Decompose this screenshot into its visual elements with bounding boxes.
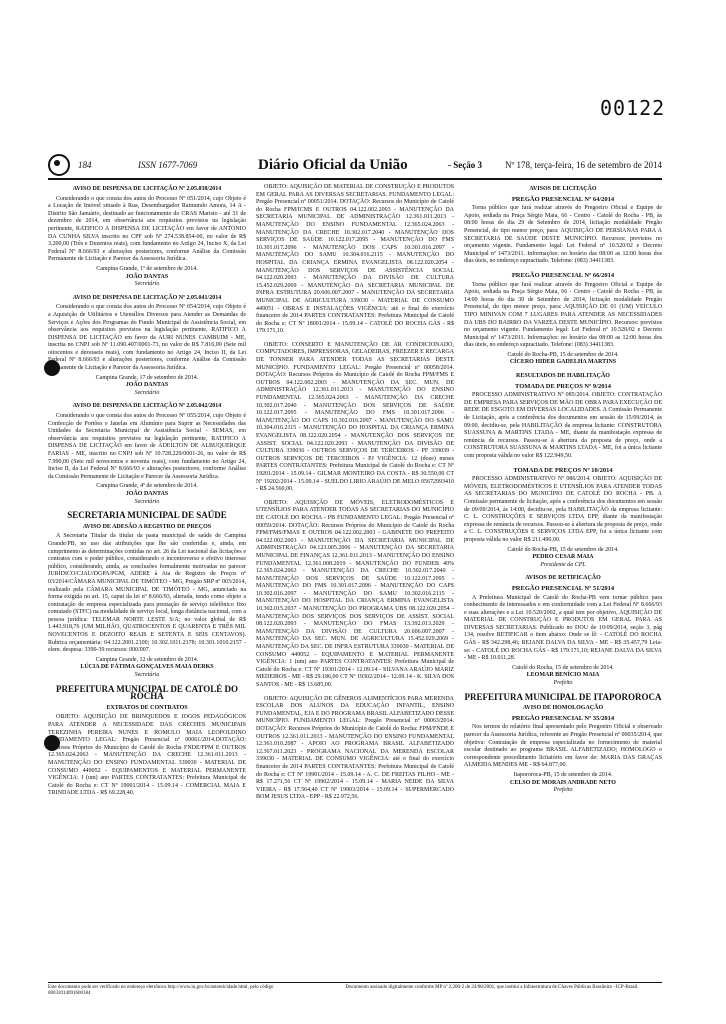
gazette-title: Diário Oficial da União	[258, 156, 408, 173]
signatory-name: LÚCIA DE FÁTIMA GONÇALVES MAIA DERKS	[80, 664, 214, 671]
column-2	[256, 184, 454, 808]
notice-title: AVISO DE DISPENSA DE LICITAÇÃO Nº 2.05.041/2014	[72, 294, 222, 301]
notice	[256, 696, 454, 802]
notice-body: Considerando o que consta dos autos do Processo Nº 051/2014, cujo Objeto é a Locação de Imóvel situado à Rua, Desembargador Raimundo Amora, 14 A - Distrito São Januário, destinado ao funcionamento do CRAS Maristo - até 31 de dezembro de 2014, em observância aos requisitos previstos na legislação pertinente, RATIFICO A DISPENSA DE LICITAÇÃO em favor de ANTONIO DA CUNHA SILVA inscrito no CPF sob Nº 274.538.854-00, no valor de R$ 3.200,00 (Três e Duzentos reais), com fundamento no Artigo 24, Inciso X, da Lei Federal Nº 8.666/93 e alterações posteriores, conforme Análise da Comissão Permanente de Licitação e Parecer da Assessoria Jurídica.	[48, 195, 246, 263]
signatory-name: JOÃO DANTAS	[125, 382, 169, 389]
notice-body: Considerando o que consta dos autos do Processo Nº 054/2014, cujo Objeto é a Aquisição de Utilitários e Utensílios Diversos para Atender as Demandas de Serviços e Ações dos Programas do Fundo Municipal de Assistência Social, em observância aos requisitos previstos na legislação pertinente, RATIFICO A DISPENSA DE LICITAÇÃO em favor da AURI NUNES CAMBUIM - ME, inscrita no CNPJ sob Nº 11.090.407/0001-73, no valor de R$ 7.816,00 (Sete mil oitocentos e dezesseis reais), com fundamento no Artigo 24, Inciso II, da Lei Federal Nº 8.666/93 e alterações posteriores, conforme Análise da Comissão Permanente de Licitação e Parecer da Assessoria Jurídica.	[48, 304, 246, 372]
signatory-name: PEDRO CESAR MAIA	[532, 554, 594, 561]
notice	[256, 184, 454, 336]
notice-title: EXTRATOS DE CONTRATOS	[106, 704, 188, 711]
agency-heading: PREFEITURA MUNICIPAL DE ITAPOROROCA	[464, 691, 662, 702]
notice-subtitle: PREGÃO PRESENCIAL Nº 64/2014	[511, 195, 615, 203]
section-label: - Seção 3	[448, 160, 482, 170]
notice-body: OBJETO: AQUISIÇÃO DE GÊNEROS ALIMENTÍCIOS PARA MERENDA ESCOLAR DOS ALUNOS DA EDUCAÇÃO INFANTIL, ENSINO FUNDAMENTAL, EJA E DO PROGRAMA BRASIL ALFABETIZADO DESSE MUNICÍPIO. FUNDAMENTO LEGAL: Pregão Presencial nº 00063/2014. DOTAÇÃO: Recursos Próprios do Município de Catolé do Rocha: FPM/FNDE E OUTROS 12.361.011.2013 - MANUTENÇÃO DO ENSINO FUNDAMENTAL 12.361.010.2087 - APOIO AO PROGRAMA BRASIL ALFABETIZADO 12.367.011.2023 - PROGRAMA NACIONAL DA MERENDA ESCOLAR 339030 - MATERIAL DE CONSUMO VIGÊNCIA: até o final do exercício financeiro de 2014 PARTES CONTRATANTES: Prefeitura Municipal de Catolé do Rocha e: CT Nº 19901/2014 - 15.09.14 - A. C. DE FREITAS FILHO - ME - R$ 17.271,56 CT Nº 19902/2014 - 15.09.14 - MARIA NEIDE DA SILVA VIEIRA - R$ 17.564,40 CT Nº 19903/2014 - 15.09.14 - SUPERMERCADO BOM JESUS LTDA - EPP - R$ 22.972,56.	[256, 695, 454, 801]
column-1	[48, 184, 246, 808]
notice	[464, 467, 662, 570]
notice-body: A Prefeitura Municipal de Catolé do Rocha-PB vem tornar público para conhecimento de interessados e em conformidade com a Lei Federal Nº 8.666/93 e suas alterações e a Lei 10.520/2002, a qual tem por objetivo, AQUISIÇÃO DE MATERIAL DE CONSTRUÇÃO E PRODUTOS EM GERAL PARA AS DIVERSAS SECRETARIAS. Publicado no DOU de 10/09/2014, seção 3, pág 134, resolve RETIFICAR o item abaixo: Onde se lê: - CATOLÉ DO ROCHA GÁS - R$ 342.298,46; REJANE DALVA DA SILVA - ME - R$ 35.457,79 Leia-se: - CATOLÉ DO ROCHA GÁS - R$ 179.171,10; REJANE DALVA DA SILVA - ME - R$ 10.011,28.	[464, 594, 662, 662]
notice-subtitle: PREGÃO PRESENCIAL Nº 35/2014	[511, 714, 615, 722]
notice	[48, 403, 246, 506]
notice-place-date: Catolé do Rocha-PB, 15 de setembro de 2014.	[507, 546, 619, 553]
notice-subtitle: PREGÃO PRESENCIAL Nº 51/2014	[511, 584, 615, 592]
notice-place-date: Campina Grande, 4º de setembro de 2014.	[96, 483, 198, 490]
notice	[48, 512, 246, 679]
notice-subtitle: PREGÃO PRESENCIAL Nº 66/2014	[511, 271, 615, 279]
columns-container	[48, 184, 662, 808]
notice-title: RESULTADOS DE HABILITAÇÃO	[516, 373, 610, 380]
notice-body: OBJETO: AQUISIÇÃO DE BRINQUEDOS E JOGOS PEDAGÓGICOS PARA ATENDER A NECESSIDADE DAS CRECHES MUNICIPAIS TEREZINHA PEREIRA NUNES E ROMULO MAIA LEOPOLDINO FUNDAMENTO LEGAL: Pregão Presencial nº 00061/2014.DOTAÇÃO: Recursos Próprios do Município de Catolé do Rocha FNDE/FPM E OUTROS 12.365.024.2063 - MANUTENÇÃO DA CRECHE 12.361.011.2013 - MANUTENÇÃO DO ENSINO FUNDAMENTAL 339030 - MATERIAL DE CONSUMO 449052 - EQUIPAMENTOS E MATERIAL PERMANENTE VIGÊNCIA: I (um) ano PARTES CONTRATANTES: Prefeitura Municipal de Catolé do Rocha e: CT Nº 19001/2014 - 15.09.14 - COMERCIAL MAIA E TRINDADE LTDA - R$ 69.228,40.	[48, 714, 246, 797]
notice-subtitle: TOMADA DE PREÇOS Nº 9/2014	[515, 382, 611, 390]
notice-place-date: Campina Grande, 1º de setembro de 2014.	[96, 265, 198, 272]
notice-title: AVISO DE DISPENSA DE LICITAÇÃO Nº 2.05.042/2014	[72, 403, 222, 410]
signatory-name: CÍCERO HIDER GADELHA MARTINS	[509, 359, 617, 366]
issue-number-date: Nº 178, terça-feira, 16 de setembro de 2014	[505, 160, 662, 170]
issn: ISSN 1677-7069	[138, 160, 198, 170]
notice	[464, 691, 662, 795]
notice	[464, 575, 662, 687]
verification-note: Este documento pode ser verificado no endereço eletrônico http://www.in.gov.br/autenticidade.html, pelo código 00032014091600184	[48, 985, 274, 996]
notice-body: OBJETO: AQUISIÇÃO DE MATERIAL DE CONSTRUÇÃO E PRODUTOS EM GERAL PARA AS DIVERSAS SECRETARIAS. FUNDAMENTO LEGAL: Pregão Presencial nº 00051/2014. DOTAÇÃO: Recursos do Município de Catolé do Rocha FPM/ICMS E OUTROS 04.122.002.2003 - MANUTENÇÃO DA SECRETARIA MUNICIPAL DE ADMINISTRAÇÃO 12.361.011.2013 - MANUTENÇÃO DO ENSINO FUNDAMENTAL 12.365.024.2063 - MANUTENÇÃO DA CRECHE 10.302.017.2040 - MANUTENÇÃO DOS SERVIÇOS DE SAÚDE 10.122.017.2095 - MANUTENÇÃO DO FMS 10.301.017.2096 - MANUTENÇÃO DOS CAPS 10.301.016.2097 - MANUTENÇÃO DO SAMU 10.304.016.2115 - MANUTENÇÃO DO HOSPITAL DA CRIANÇA ERMINA EVANGELISTA 08.122.020.2054 - MANUTENÇÃO DOS SERVIÇOS DE ASSISTÊNCIA SOCIAL 04.122.020.2093 - MANUTENÇÃO DA DIVISÃO DE CULTURA 15.452.029.2069 - MANUTENÇÃO DA SECRETARIA MUNICIPAL DE INFRA ESTRUTURA 20.606.007.2007 - MANUTENÇÃO DA SECRETARIA MUNICIPAL DE AGRICULTURA 339030 - MATERIAL DE CONSUMO 449051 - OBRAS E INSTALAÇÕES VIGÊNCIA: até o final do exercício financeiro de 2014 PARTES CONTRATANTES: Prefeitura Municipal de Catolé do Rocha e: CT Nº 18001/2014 - 15.09.14 - CATOLÉ DO ROCHA GÁS - R$ 179.171,10.	[256, 184, 454, 335]
notice-body: OBJETO: AQUISIÇÃO DE MÓVEIS, ELETRODOMÉSTICOS E UTENSÍLIOS PARA ATENDER TODAS AS SECRETARIAS DO MUNICÍPIO DE CATOLÉ DO ROCHA - PB FUNDAMENTO LEGAL: Pregão Presencial nº 00059/2014. DOTAÇÃO: Recursos Próprios do Município de Catolé do Rocha FPM/FMS/FMAS E OUTROS 04.122.002.2003 - GABINETE DO PREFEITO 04.122.002.2003 - MANUTENÇÃO DA SECRETARIA MUNICIPAL DE ADMINISTRAÇÃO 04.123.005.2006 - MANUTENÇÃO DA SECRETARIA MUNICIPAL DE FINANÇAS 12.361.011.2013 - MANUTENÇÃO DO ENSINO FUNDAMENTAL 12.361.008.2019 - MANUTENÇÃO DO FUNDEB 40% 12.365.024.2063 - MANUTENÇÃO DA CRECHE 10.302.017.2040 - MANUTENÇÃO DOS SERVIÇOS DE SAÚDE 10.122.017.2095 - MANUTENÇÃO DO FMS 10.301.017.2096 - MANUTENÇÃO DO CAPS 10.302.016.2097 - MANUTENÇÃO DO SAMU 10.302.016.2115 - MANUTENÇÃO DO HOSPITAL DA CRIANÇA ERMINA EVANGELISTA 10.302.015.2037 - MANUTENÇÃO DO PROGRAMA UBS 08.122.020.2054 - MANUTENÇÃO DOS SERVIÇOS DOS SERVIÇOS DE ASSIST. SOCIAL 08.122.020.2093 - MANUTENÇÃO DO FMAS 13.392.013.2029 - MANUTENÇÃO DA DIVISÃO DE CULTURA 20.606.007.2007 - MANUTENÇÃO DA SEC. MUN. DE AGRICULTURA 15.452.029.2069 - MANUTENÇÃO DA SEC. DE INFRA ESTRUTURA 339030 - MATERIAL DE CONSUMO 449052 - EQUIPAMENTO E MATERIAL PERMANENTE VIGÊNCIA: 1 (um) ano PARTES CONTRATANTES: Prefeitura Municipal de Catolé do Rocha e: CT Nº 19301/2014 - 12.09.14 - SILVANA ARAÚJO MARIZ MEDEIROS - ME - R$ 29.186,00 CT Nº 19302/2014 - 12.09.14 - K. SILVA DOS SANTOS - ME - R$ 13.685,00.	[256, 499, 454, 688]
notice-body: Torna público que fará realizar através do Pregoeiro Oficial e Equipe de Apoio, sediada na Praça Sérgio Maia, 66 - Centro - Catolé do Rocha - PB, às 14:00 horas do dia 30 de Setembro de 2014, licitação modalidade Pregão Presencial, do tipo menor preço, para: AQUISIÇÃO DE 01 (UM) VEÍCULO TIPO MINIVAN COM 7 LUGARES PARA ATENDER AS NECESSIDADES DA UBS DO BAIRRO DA VARZEA DESTE MUNICÍPIO. Recursos: previstos no orçamento vigente. Fundamento legal: Lei Federal nº 10.520/02 e Decreto Municipal nº 1473/2011. Informações: no horário das 08:00 as 12:00 horas dos dias úteis, no endereço supracitado. Telefone: (083) 34411383.	[464, 281, 662, 349]
notice	[464, 272, 662, 367]
coat-of-arms-icon	[48, 154, 70, 176]
signatory-role: Secretário	[134, 281, 160, 288]
page-stamp: 00122	[600, 96, 666, 120]
signature-note: Documento assinado digitalmente conforme MP nº 2.200-2 de 24/08/2001, que institui a Infraestrutura de Chaves Públicas Brasileira - ICP-Brasil.	[345, 985, 639, 990]
agency-heading: PREFEITURA MUNICIPAL DE CATOLÉ DO ROCHA	[55, 683, 239, 702]
notice	[464, 373, 662, 461]
signatory-name: JOÃO DANTAS	[125, 273, 169, 280]
notice-body: Considerando o que consta dos autos do Processo Nº 055/2014, cujo Objeto é Confecção de Portões e Janelas em Alumínio para Suprir as Necessidades das Unidades da Secretaria Municipal de Assistência Social - SEMAS, em observância aos requisitos previstos na legislação pertinente, RATIFICO A DISPENSA DE LICITAÇÃO em favor de ADEILTON DE ALBUQUERQUE FARIAS - ME, inscrito no CNPJ sob Nº 10.728.229/0001-26, no valor de R$ 7.990,00 (Sete mil novecentos e noventa reais), com fundamento no Artigo 24, Inciso II, da Lei Federal Nº 8.666/93 e alterações posteriores, conforme Análise da Comissão Permanente de Licitação e Parecer da Assessoria Jurídica.	[48, 413, 246, 480]
notice-title: AVISO DE ADESÃO A REGISTRO DE PREÇOS	[82, 523, 212, 530]
notice	[256, 342, 454, 494]
signatory-name: JOÃO DANTAS	[125, 490, 169, 497]
signatory-role: Prefeito	[553, 787, 573, 794]
signatory-name: CELSO DE MORAIS ANDRADE NETO	[510, 779, 616, 786]
notice-body: OBJETO: CONSERTO E MANUTENÇÃO DE AR CONDICIONADO, COMPUTADORES, IMPRESSORAS, GELADEIRAS, FREEZER E RECARGA DE TONNER PARA ATENDER TODAS AS SECRETARIAS DESTE MUNICÍPIO. FUNDAMENTO LEGAL: Pregão Presencial nº 00058/2014. DOTAÇÃO: Recursos Próprios do Município de Catolé do Rocha FPM/FMS E OUTROS 04.122.002.2003 - MANUTENÇÃO DA SEC. MUN. DE ADMINISTRAÇÃO 12.361.011.2013 - MANUTENÇÃO DO ENSINO FUNDAMENTAL 12.365.024.2063 - MANUTENÇÃO DA CRECHE 10.302.017.2040 - MANUTENÇÃO DOS SERVIÇOS DE SAÚDE 10.122.017.2095 - MANUTENÇÃO DO FMS 10.301.017.2096 - MANUTENÇÃO DO CAPS 10.302.016.2097 - MANUTENÇÃO DO SAMU 10.304.016.2115 - MANUTENÇÃO DO HOSPITAL DA CRIANÇA ERMINA EVANGELISTA 08.122.020.2054 - MANUTENÇÃO DOS SERVIÇOS DE ASSIST. SOCIAL 04.122.020.2093 - MANUTENÇÃO DA DIVISÃO DE CULTURA 339036 - OUTROS SERVIÇOS DE TERCEIROS - PF 339039 - OUTROS SERVIÇOS DE TERCEIROS - PJ VIGÊNCIA: 12 (doze) meses PARTES CONTRATANTES: Prefeitura Municipal de Catolé do Rocha e: CT Nº 19201/2014 - 15.09.14 - GILMAR MONTEIRO DA COSTA - R$ 30.550,00 CT Nº 19202/2014 - 15.09.14 - SUELDO LIRIO ARAÚJO DE MELO 05672993410 - R$ 24.560,00.	[256, 341, 454, 493]
signatory-role: Secretária	[134, 672, 160, 679]
notice	[48, 186, 246, 289]
notice-place-date: Catolé do Rocha-PB, 15 de setembro de 2014.	[507, 351, 619, 358]
notice	[48, 683, 246, 798]
signatory-role: Presidente da CPL	[540, 561, 586, 568]
notice-place-date: Catolé do Rocha, 15 de setembro de 2014.	[512, 664, 614, 671]
notice-title: AVISO DE HOMOLOGAÇÃO	[522, 705, 604, 712]
notice-place-date: Campina Grande, 17 de setembro de 2014.	[95, 374, 199, 381]
column-3	[464, 184, 662, 808]
gazette-header	[48, 152, 662, 180]
notice-title: AVISOS DE RETIFICAÇÃO	[525, 575, 601, 582]
notice-place-date: Itapororoca-PB, 15 de setembro de 2014.	[513, 771, 613, 778]
signatory-name: LEOMAR BENÍCIO MAIA	[526, 672, 600, 679]
signatory-role: Prefeito	[553, 680, 573, 687]
notice	[464, 186, 662, 266]
notice-body: PROCESSO ADMINISTRATIVO Nº 085/2014. OBJETO: CONTRATAÇÃO DE EMPRESA PARA SERVIÇOS DE MÃO DE OBRA PARA EXECUÇÃO DE REDE DE ESGOTO EM DIVERSAS LOCALIDADES. A Comissão Permanente de Licitação, após a conferência dos documentos em sessão de 15/09/2014, às 09:00, decidiu-se, pela HABILITAÇÃO da empresa licitante: CONSTRUTORA SUASSUNA & MARTINS LTADA - ME, diante da manifestação expressa de renúncia de recursos. Passou-se à abertura da proposta de preço, onde a CONSTRUTORA SUASSUNA & MARTINS LTADA - ME, foi a única licitante com proposta válida no valor R$ 122.949,50.	[464, 392, 662, 459]
notice-title: AVISOS DE LICITAÇÃO	[529, 186, 597, 192]
page-footer	[48, 982, 662, 997]
agency-heading: SECRETARIA MUNICIPAL DE SAÚDE	[67, 510, 227, 521]
notice-body: Nos termos do relatório final apresentado pelo Pregoeiro Oficial e observado parecer da Assessoria Jurídica, referente ao Pregão Presencial nº 00035/2014, que objetiva: Contratação de empresa especializada no fornecimento de material escolar destinado ao programa BRASIL ALFABETIZADO; HOMOLOGO o correspondente procedimento licitatório em favor de: MARIA DAS GRAÇAS ALMEIDA MENDES ME - R$ 64.877,00.	[464, 724, 662, 769]
signatory-role: Secretário	[134, 389, 160, 396]
notice-subtitle: TOMADA DE PREÇOS Nº 10/2014	[513, 466, 613, 474]
notice-place-date: Campina Grande, 12 de setembro de 2014.	[95, 656, 199, 663]
signatory-role: Secretário	[134, 498, 160, 505]
notice-title: AVISO DE DISPENSA DE LICITAÇÃO Nº 2.05.038/2014	[72, 186, 222, 192]
notice	[48, 295, 246, 398]
page-number: 184	[78, 160, 92, 170]
notice-body: A Secretaria Titular da titular da pasta municipal de saúde de Campina Grande/PB, no uso das atribuições que lhe são conferidas e, ainda, em cumprimento às determinações contidas no art. 26 da Lei nacional das licitações e contratos com o poder público, considerando o incontroverso e efetivo interesse público, considerando, ainda, as conclusões formalmente motivadas no parecer JURÍDICO/CJAU/DGPA/PGM, ADERE à Ata de Registro de Preços nº 03/2014/CÂMARA MUNICIPAL DE TIMÓTEO - MG, Pregão SRP nº 003/2014, realizado pela CÂMARA MUNICIPAL DE TIMÓTEO - MG, anunciado na forma exigida no art. 15, caput da lei nº 8.666/93, alterada, tendo como objeto a contratação de empresa especializada para prestação de serviço telefônico fixo comutado (STFC) na modalidade de serviço local, longa distância nacional, com a pessoa jurídica: TELEMAR NORTE LESTE S/A; no valor global de R$ 1.443.918,76 (UM MILHÃO, QUATROCENTOS E QUARENTA E TRÊS MIL NOVECENTOS E DEZOITO REAIS E SETENTA E SEIS CENTAVOS). Rubrica orçamentária: 04.122.2001.2100; 10.302.1011.2178; 10.301.1010.2157 - elem. despesa: 3390-39 recursos: 000/007.	[48, 533, 246, 654]
notice-body: PROCESSO ADMINISTRATIVO Nº 086/2014. OBJETO: AQUISIÇÃO DE MÓVEIS, ELETRODOMÉSTICOS E UTENSÍLIOS PARA ATENDER TODAS AS SECRETARIAS DO MUNICÍPIO DE CATOLÉ DO ROCHA - PB. A Comissão permanente de licitação, após a conferência dos documentos em sessão de 09/09/2014, às 14:00, decidiu-se, pela HABILITAÇÃO da empresa licitante: C. L. CONSTRUÇÕES E SERVIÇOS LTDA EPP, diante da manifestação expressa de renúncia de recursos. Passou-se à abertura da proposta de preço, onde a C. L. CONSTRUÇÕES E SERVIÇOS LTDA EPP, foi a única licitante com proposta válida no valor R$ 211.490,00.	[464, 476, 662, 543]
notice	[256, 500, 454, 690]
notice-body: Torna público que fará realizar através do Pregoeiro Oficial e Equipe de Apoio, sediada na Praça Sérgio Maia, 66 - Centro - Catolé do Rocha - PB, às 08:00 horas do dia 29 de Setembro de 2014, licitação modalidade Pregão Presencial, do tipo menor preço, para: AQUISIÇÃO DE PERSIANAS PARA A SECRETARIA DE SAÚDE DESTE MUNICÍPIO. Recursos: previstos no orçamento vigente. Fundamento legal: Lei Federal nº 10.520/02 e Decreto Municipal nº 1473/2011. Informações: no horário das 08:00 as 12:00 horas dos dias úteis, no endereço supracitado. Telefone: (083) 34411383.	[464, 205, 662, 265]
